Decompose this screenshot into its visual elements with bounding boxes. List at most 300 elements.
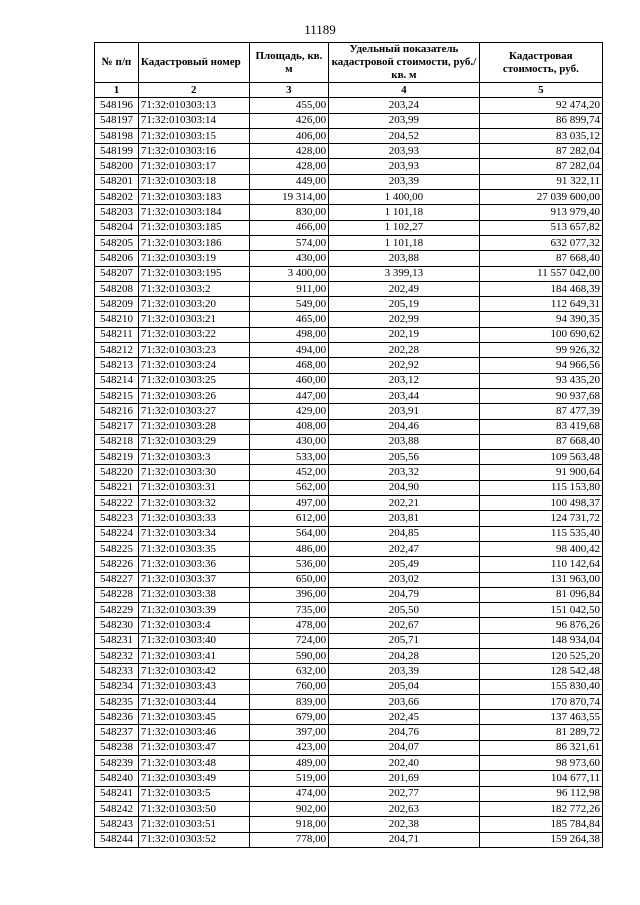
cadastral-number-cell: 71:32:010303:18 xyxy=(138,174,249,189)
specific-value-cell: 202,21 xyxy=(329,496,480,511)
cadastral-value-cell: 91 322,11 xyxy=(479,174,602,189)
cadastral-value-cell: 104 677,11 xyxy=(479,771,602,786)
cadastral-number-cell: 71:32:010303:25 xyxy=(138,373,249,388)
table-row xyxy=(95,541,603,556)
cadastral-value-cell: 184 468,39 xyxy=(479,281,602,296)
table-row xyxy=(95,648,603,663)
cadastral-value-cell: 109 563,48 xyxy=(479,450,602,465)
row-number-cell: 548208 xyxy=(95,281,139,296)
area-cell: 455,00 xyxy=(249,98,328,113)
cadastral-value-cell: 913 979,40 xyxy=(479,205,602,220)
cadastral-number-cell: 71:32:010303:183 xyxy=(138,190,249,205)
cadastral-value-cell: 87 282,04 xyxy=(479,159,602,174)
specific-value-cell: 203,81 xyxy=(329,511,480,526)
specific-value-cell: 205,19 xyxy=(329,297,480,312)
cadastral-number-cell: 71:32:010303:49 xyxy=(138,771,249,786)
cadastral-value-cell: 87 668,40 xyxy=(479,251,602,266)
area-cell: 498,00 xyxy=(249,327,328,342)
table-row xyxy=(95,694,603,709)
cadastral-number-cell: 71:32:010303:48 xyxy=(138,756,249,771)
cadastral-number-cell: 71:32:010303:28 xyxy=(138,419,249,434)
row-number-cell: 548225 xyxy=(95,541,139,556)
row-number-cell: 548244 xyxy=(95,832,139,847)
table-row xyxy=(95,98,603,113)
cadastral-value-cell: 124 731,72 xyxy=(479,511,602,526)
table-row xyxy=(95,587,603,602)
area-cell: 760,00 xyxy=(249,679,328,694)
table-row xyxy=(95,358,603,373)
row-number-cell: 548197 xyxy=(95,113,139,128)
cadastral-number-cell: 71:32:010303:39 xyxy=(138,603,249,618)
area-cell: 396,00 xyxy=(249,587,328,602)
cadastral-value-cell: 98 973,60 xyxy=(479,756,602,771)
table-row xyxy=(95,664,603,679)
table-row xyxy=(95,496,603,511)
area-cell: 533,00 xyxy=(249,450,328,465)
area-cell: 911,00 xyxy=(249,281,328,296)
specific-value-cell: 204,28 xyxy=(329,648,480,663)
cadastral-number-cell: 71:32:010303:35 xyxy=(138,541,249,556)
table-row xyxy=(95,817,603,832)
specific-value-cell: 203,88 xyxy=(329,434,480,449)
specific-value-cell: 202,99 xyxy=(329,312,480,327)
area-cell: 679,00 xyxy=(249,710,328,725)
cadastral-value-cell: 86 321,61 xyxy=(479,740,602,755)
row-number-cell: 548235 xyxy=(95,694,139,709)
area-cell: 406,00 xyxy=(249,128,328,143)
row-number-cell: 548227 xyxy=(95,572,139,587)
area-cell: 574,00 xyxy=(249,235,328,250)
area-cell: 839,00 xyxy=(249,694,328,709)
area-cell: 724,00 xyxy=(249,633,328,648)
cadastral-number-cell: 71:32:010303:36 xyxy=(138,557,249,572)
area-cell: 497,00 xyxy=(249,496,328,511)
table-row xyxy=(95,832,603,847)
table-row xyxy=(95,144,603,159)
table-row xyxy=(95,480,603,495)
row-number-cell: 548212 xyxy=(95,343,139,358)
cadastral-number-cell: 71:32:010303:43 xyxy=(138,679,249,694)
specific-value-cell: 204,85 xyxy=(329,526,480,541)
specific-value-cell: 202,28 xyxy=(329,343,480,358)
table-row xyxy=(95,725,603,740)
row-number-cell: 548196 xyxy=(95,98,139,113)
area-cell: 519,00 xyxy=(249,771,328,786)
row-number-cell: 548228 xyxy=(95,587,139,602)
area-cell: 562,00 xyxy=(249,480,328,495)
specific-value-cell: 203,39 xyxy=(329,664,480,679)
cadastral-number-cell: 71:32:010303:16 xyxy=(138,144,249,159)
row-number-cell: 548216 xyxy=(95,404,139,419)
cadastral-number-cell: 71:32:010303:40 xyxy=(138,633,249,648)
table-row xyxy=(95,771,603,786)
specific-value-cell: 205,04 xyxy=(329,679,480,694)
cadastral-value-cell: 96 876,26 xyxy=(479,618,602,633)
table-row xyxy=(95,679,603,694)
cadastral-number-cell: 71:32:010303:33 xyxy=(138,511,249,526)
cadastral-value-cell: 91 900,64 xyxy=(479,465,602,480)
cadastral-value-cell: 94 966,56 xyxy=(479,358,602,373)
cadastral-number-cell: 71:32:010303:4 xyxy=(138,618,249,633)
cadastral-value-cell: 128 542,48 xyxy=(479,664,602,679)
cadastral-value-cell: 120 525,20 xyxy=(479,648,602,663)
specific-value-cell: 203,88 xyxy=(329,251,480,266)
row-number-cell: 548209 xyxy=(95,297,139,312)
row-number-cell: 548234 xyxy=(95,679,139,694)
area-cell: 466,00 xyxy=(249,220,328,235)
row-number-cell: 548218 xyxy=(95,434,139,449)
specific-value-cell: 204,76 xyxy=(329,725,480,740)
cadastral-value-cell: 155 830,40 xyxy=(479,679,602,694)
header-row-number: № п/п xyxy=(95,43,139,83)
row-number-cell: 548231 xyxy=(95,633,139,648)
table-row xyxy=(95,618,603,633)
specific-value-cell: 205,49 xyxy=(329,557,480,572)
row-number-cell: 548215 xyxy=(95,388,139,403)
area-cell: 452,00 xyxy=(249,465,328,480)
cadastral-value-cell: 87 477,39 xyxy=(479,404,602,419)
row-number-cell: 548229 xyxy=(95,603,139,618)
area-cell: 830,00 xyxy=(249,205,328,220)
cadastral-number-cell: 71:32:010303:52 xyxy=(138,832,249,847)
area-cell: 429,00 xyxy=(249,404,328,419)
table-row xyxy=(95,419,603,434)
area-cell: 902,00 xyxy=(249,801,328,816)
table-row xyxy=(95,266,603,281)
table-row xyxy=(95,633,603,648)
table-row xyxy=(95,740,603,755)
table-row xyxy=(95,526,603,541)
cadastral-number-cell: 71:32:010303:47 xyxy=(138,740,249,755)
table-row xyxy=(95,174,603,189)
row-number-cell: 548230 xyxy=(95,618,139,633)
cadastral-value-cell: 112 649,31 xyxy=(479,297,602,312)
row-number-cell: 548210 xyxy=(95,312,139,327)
table-row xyxy=(95,450,603,465)
cadastral-value-cell: 170 870,74 xyxy=(479,694,602,709)
row-number-cell: 548224 xyxy=(95,526,139,541)
row-number-cell: 548221 xyxy=(95,480,139,495)
cadastral-value-cell: 83 035,12 xyxy=(479,128,602,143)
cadastral-value-cell: 131 963,00 xyxy=(479,572,602,587)
cadastral-value-cell: 100 690,62 xyxy=(479,327,602,342)
header-area: Площадь, кв. м xyxy=(249,43,328,83)
table-row xyxy=(95,205,603,220)
cadastral-value-cell: 93 435,20 xyxy=(479,373,602,388)
cadastral-number-cell: 71:32:010303:44 xyxy=(138,694,249,709)
header-cadastral-number: Кадастровый номер xyxy=(138,43,249,83)
table-row xyxy=(95,557,603,572)
cadastral-number-cell: 71:32:010303:38 xyxy=(138,587,249,602)
cadastral-value-cell: 115 153,80 xyxy=(479,480,602,495)
header-specific-value: Удельный показатель кадастровой стоимости, руб./кв. м xyxy=(329,43,480,83)
cadastral-number-cell: 71:32:010303:19 xyxy=(138,251,249,266)
row-number-cell: 548237 xyxy=(95,725,139,740)
specific-value-cell: 202,77 xyxy=(329,786,480,801)
row-number-cell: 548203 xyxy=(95,205,139,220)
row-number-cell: 548200 xyxy=(95,159,139,174)
cadastral-value-cell: 96 112,98 xyxy=(479,786,602,801)
cadastral-value-cell: 137 463,55 xyxy=(479,710,602,725)
cadastral-number-cell: 71:32:010303:13 xyxy=(138,98,249,113)
cadastral-value-cell: 86 899,74 xyxy=(479,113,602,128)
cadastral-number-cell: 71:32:010303:22 xyxy=(138,327,249,342)
table-row xyxy=(95,327,603,342)
table-header-row xyxy=(95,43,603,83)
column-number: 2 xyxy=(138,83,249,98)
cadastral-value-cell: 110 142,64 xyxy=(479,557,602,572)
specific-value-cell: 203,93 xyxy=(329,144,480,159)
table-row xyxy=(95,190,603,205)
cadastral-number-cell: 71:32:010303:27 xyxy=(138,404,249,419)
cadastral-value-cell: 92 474,20 xyxy=(479,98,602,113)
row-number-cell: 548239 xyxy=(95,756,139,771)
cadastral-value-cell: 90 937,68 xyxy=(479,388,602,403)
area-cell: 590,00 xyxy=(249,648,328,663)
specific-value-cell: 203,24 xyxy=(329,98,480,113)
area-cell: 632,00 xyxy=(249,664,328,679)
cadastral-number-cell: 71:32:010303:37 xyxy=(138,572,249,587)
table-row xyxy=(95,235,603,250)
table-row xyxy=(95,312,603,327)
cadastral-number-cell: 71:32:010303:2 xyxy=(138,281,249,296)
row-number-cell: 548198 xyxy=(95,128,139,143)
specific-value-cell: 202,92 xyxy=(329,358,480,373)
table-row xyxy=(95,159,603,174)
column-number-row xyxy=(95,83,603,98)
cadastral-value-cell: 185 784,84 xyxy=(479,817,602,832)
row-number-cell: 548199 xyxy=(95,144,139,159)
specific-value-cell: 204,79 xyxy=(329,587,480,602)
cadastral-number-cell: 71:32:010303:3 xyxy=(138,450,249,465)
row-number-cell: 548213 xyxy=(95,358,139,373)
specific-value-cell: 203,02 xyxy=(329,572,480,587)
cadastral-value-cell: 100 498,37 xyxy=(479,496,602,511)
table-row xyxy=(95,373,603,388)
area-cell: 650,00 xyxy=(249,572,328,587)
column-number: 3 xyxy=(249,83,328,98)
cadastral-value-cell: 98 400,42 xyxy=(479,541,602,556)
row-number-cell: 548240 xyxy=(95,771,139,786)
table-row xyxy=(95,572,603,587)
area-cell: 3 400,00 xyxy=(249,266,328,281)
cadastral-value-cell: 81 096,84 xyxy=(479,587,602,602)
area-cell: 478,00 xyxy=(249,618,328,633)
row-number-cell: 548207 xyxy=(95,266,139,281)
page-number: 11189 xyxy=(304,22,336,37)
specific-value-cell: 202,19 xyxy=(329,327,480,342)
area-cell: 423,00 xyxy=(249,740,328,755)
area-cell: 428,00 xyxy=(249,159,328,174)
specific-value-cell: 204,46 xyxy=(329,419,480,434)
specific-value-cell: 203,39 xyxy=(329,174,480,189)
row-number-cell: 548223 xyxy=(95,511,139,526)
cadastral-value-cell: 182 772,26 xyxy=(479,801,602,816)
area-cell: 494,00 xyxy=(249,343,328,358)
table-row xyxy=(95,297,603,312)
row-number-cell: 548233 xyxy=(95,664,139,679)
area-cell: 447,00 xyxy=(249,388,328,403)
cadastral-number-cell: 71:32:010303:21 xyxy=(138,312,249,327)
specific-value-cell: 202,40 xyxy=(329,756,480,771)
specific-value-cell: 204,07 xyxy=(329,740,480,755)
table-row xyxy=(95,603,603,618)
area-cell: 536,00 xyxy=(249,557,328,572)
table-row xyxy=(95,710,603,725)
cadastral-number-cell: 71:32:010303:50 xyxy=(138,801,249,816)
cadastral-number-cell: 71:32:010303:34 xyxy=(138,526,249,541)
specific-value-cell: 203,66 xyxy=(329,694,480,709)
specific-value-cell: 205,50 xyxy=(329,603,480,618)
table-row xyxy=(95,465,603,480)
specific-value-cell: 205,56 xyxy=(329,450,480,465)
table-row xyxy=(95,128,603,143)
cadastral-value-cell: 81 289,72 xyxy=(479,725,602,740)
column-number: 4 xyxy=(329,83,480,98)
table-row xyxy=(95,404,603,419)
specific-value-cell: 205,71 xyxy=(329,633,480,648)
area-cell: 430,00 xyxy=(249,434,328,449)
cadastral-value-cell: 513 657,82 xyxy=(479,220,602,235)
area-cell: 426,00 xyxy=(249,113,328,128)
specific-value-cell: 202,38 xyxy=(329,817,480,832)
cadastral-number-cell: 71:32:010303:29 xyxy=(138,434,249,449)
row-number-cell: 548236 xyxy=(95,710,139,725)
row-number-cell: 548219 xyxy=(95,450,139,465)
area-cell: 428,00 xyxy=(249,144,328,159)
table-row xyxy=(95,281,603,296)
table-row xyxy=(95,801,603,816)
cadastral-value-table xyxy=(94,42,603,848)
area-cell: 430,00 xyxy=(249,251,328,266)
row-number-cell: 548243 xyxy=(95,817,139,832)
row-number-cell: 548242 xyxy=(95,801,139,816)
cadastral-value-cell: 159 264,38 xyxy=(479,832,602,847)
specific-value-cell: 203,12 xyxy=(329,373,480,388)
row-number-cell: 548241 xyxy=(95,786,139,801)
specific-value-cell: 202,45 xyxy=(329,710,480,725)
cadastral-value-cell: 87 668,40 xyxy=(479,434,602,449)
table-row xyxy=(95,786,603,801)
row-number-cell: 548211 xyxy=(95,327,139,342)
cadastral-number-cell: 71:32:010303:186 xyxy=(138,235,249,250)
area-cell: 486,00 xyxy=(249,541,328,556)
area-cell: 735,00 xyxy=(249,603,328,618)
cadastral-value-cell: 27 039 600,00 xyxy=(479,190,602,205)
cadastral-number-cell: 71:32:010303:26 xyxy=(138,388,249,403)
specific-value-cell: 202,49 xyxy=(329,281,480,296)
table-row xyxy=(95,434,603,449)
table-row xyxy=(95,220,603,235)
area-cell: 19 314,00 xyxy=(249,190,328,205)
cadastral-value-cell: 115 535,40 xyxy=(479,526,602,541)
cadastral-value-cell: 87 282,04 xyxy=(479,144,602,159)
table-body xyxy=(95,98,603,848)
specific-value-cell: 203,44 xyxy=(329,388,480,403)
cadastral-number-cell: 71:32:010303:5 xyxy=(138,786,249,801)
cadastral-number-cell: 71:32:010303:15 xyxy=(138,128,249,143)
specific-value-cell: 202,47 xyxy=(329,541,480,556)
cadastral-number-cell: 71:32:010303:30 xyxy=(138,465,249,480)
specific-value-cell: 201,69 xyxy=(329,771,480,786)
specific-value-cell: 1 101,18 xyxy=(329,205,480,220)
area-cell: 397,00 xyxy=(249,725,328,740)
cadastral-number-cell: 71:32:010303:195 xyxy=(138,266,249,281)
area-cell: 549,00 xyxy=(249,297,328,312)
cadastral-number-cell: 71:32:010303:185 xyxy=(138,220,249,235)
row-number-cell: 548214 xyxy=(95,373,139,388)
cadastral-value-cell: 99 926,32 xyxy=(479,343,602,358)
table-row xyxy=(95,113,603,128)
specific-value-cell: 204,52 xyxy=(329,128,480,143)
area-cell: 465,00 xyxy=(249,312,328,327)
row-number-cell: 548220 xyxy=(95,465,139,480)
area-cell: 612,00 xyxy=(249,511,328,526)
specific-value-cell: 202,63 xyxy=(329,801,480,816)
cadastral-number-cell: 71:32:010303:31 xyxy=(138,480,249,495)
specific-value-cell: 204,71 xyxy=(329,832,480,847)
column-number: 5 xyxy=(479,83,602,98)
area-cell: 918,00 xyxy=(249,817,328,832)
area-cell: 564,00 xyxy=(249,526,328,541)
specific-value-cell: 204,90 xyxy=(329,480,480,495)
row-number-cell: 548232 xyxy=(95,648,139,663)
cadastral-value-cell: 94 390,35 xyxy=(479,312,602,327)
cadastral-number-cell: 71:32:010303:23 xyxy=(138,343,249,358)
specific-value-cell: 202,67 xyxy=(329,618,480,633)
area-cell: 489,00 xyxy=(249,756,328,771)
specific-value-cell: 203,93 xyxy=(329,159,480,174)
cadastral-number-cell: 71:32:010303:45 xyxy=(138,710,249,725)
area-cell: 449,00 xyxy=(249,174,328,189)
cadastral-value-cell: 632 077,32 xyxy=(479,235,602,250)
cadastral-number-cell: 71:32:010303:24 xyxy=(138,358,249,373)
specific-value-cell: 203,99 xyxy=(329,113,480,128)
header-cadastral-value: Кадастровая стоимость, руб. xyxy=(479,43,602,83)
cadastral-number-cell: 71:32:010303:14 xyxy=(138,113,249,128)
specific-value-cell: 1 102,27 xyxy=(329,220,480,235)
cadastral-number-cell: 71:32:010303:184 xyxy=(138,205,249,220)
cadastral-number-cell: 71:32:010303:51 xyxy=(138,817,249,832)
cadastral-value-cell: 83 419,68 xyxy=(479,419,602,434)
area-cell: 474,00 xyxy=(249,786,328,801)
table-row xyxy=(95,511,603,526)
row-number-cell: 548204 xyxy=(95,220,139,235)
specific-value-cell: 1 400,00 xyxy=(329,190,480,205)
cadastral-value-cell: 11 557 042,00 xyxy=(479,266,602,281)
table-row xyxy=(95,756,603,771)
cadastral-number-cell: 71:32:010303:17 xyxy=(138,159,249,174)
table-row xyxy=(95,343,603,358)
column-number: 1 xyxy=(95,83,139,98)
area-cell: 468,00 xyxy=(249,358,328,373)
cadastral-value-cell: 148 934,04 xyxy=(479,633,602,648)
cadastral-number-cell: 71:32:010303:41 xyxy=(138,648,249,663)
row-number-cell: 548206 xyxy=(95,251,139,266)
row-number-cell: 548201 xyxy=(95,174,139,189)
row-number-cell: 548238 xyxy=(95,740,139,755)
cadastral-number-cell: 71:32:010303:32 xyxy=(138,496,249,511)
cadastral-value-cell: 151 042,50 xyxy=(479,603,602,618)
row-number-cell: 548205 xyxy=(95,235,139,250)
area-cell: 778,00 xyxy=(249,832,328,847)
row-number-cell: 548222 xyxy=(95,496,139,511)
row-number-cell: 548202 xyxy=(95,190,139,205)
area-cell: 460,00 xyxy=(249,373,328,388)
cadastral-number-cell: 71:32:010303:42 xyxy=(138,664,249,679)
cadastral-number-cell: 71:32:010303:46 xyxy=(138,725,249,740)
row-number-cell: 548226 xyxy=(95,557,139,572)
